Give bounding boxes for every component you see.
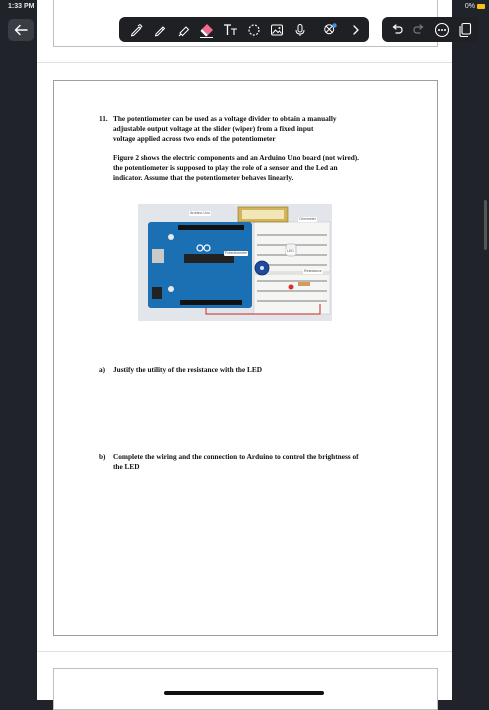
redo-button[interactable]	[408, 17, 430, 42]
status-time: 1:33 PM	[8, 3, 35, 10]
page-divider	[37, 62, 452, 63]
redo-icon	[412, 24, 426, 36]
more-tools-icon	[322, 22, 338, 38]
question-a-text: Justify the utility of the resistance with the LED	[113, 365, 263, 374]
pen-tool-button[interactable]	[125, 17, 147, 42]
back-button[interactable]	[8, 19, 34, 41]
arrow-left-icon	[13, 23, 29, 37]
figure-label-resistance: Resistance	[304, 269, 322, 273]
question-11-line: The potentiometer can be used as a voltage divider to obtain a manually	[113, 114, 337, 123]
pencil-tool-button[interactable]	[149, 17, 171, 42]
highlighter-tool-button[interactable]	[173, 17, 195, 42]
question-11-number: 11.	[99, 114, 108, 123]
figure-label-led: LED	[287, 249, 294, 253]
next-icon	[351, 24, 361, 36]
figure-description-line: Figure 2 shows the electric components and an Arduino Uno board (not wired).	[113, 153, 360, 162]
more-options-button[interactable]	[431, 17, 453, 42]
next-page-card	[53, 668, 438, 710]
question-b-line: Complete the wiring and the connection to Arduino to control the brightness of	[113, 452, 359, 461]
side-handle[interactable]	[484, 200, 487, 250]
pages-button[interactable]	[454, 17, 476, 42]
figure-label-ohmmeter: Ohmmeter	[299, 217, 316, 221]
marker-icon	[177, 23, 191, 37]
undo-icon	[390, 24, 404, 36]
components-figure	[138, 204, 332, 321]
document-toolbar	[382, 17, 478, 42]
question-b-line: the LED	[113, 462, 140, 471]
eraser-icon	[199, 22, 215, 38]
pencil-icon	[153, 23, 167, 37]
microphone-icon	[293, 23, 307, 37]
audio-record-button[interactable]	[289, 17, 311, 42]
image-tool-button[interactable]	[266, 17, 288, 42]
pen-icon	[129, 23, 143, 37]
more-options-icon	[434, 22, 450, 38]
text-tool-button[interactable]	[220, 17, 242, 42]
copy-page-icon	[458, 22, 472, 38]
toolbar-next-button[interactable]	[345, 17, 367, 42]
figure-label-potentiometer: Potentiometer	[225, 251, 248, 255]
question-11-line: voltage applied across two ends of the potentiometer	[113, 134, 276, 143]
eraser-tool-button[interactable]	[196, 17, 218, 42]
figure-label-arduino: Arduino Uno	[190, 211, 210, 215]
image-icon	[270, 23, 284, 37]
question-a-label: a)	[99, 365, 106, 374]
question-11-line: adjustable output voltage at the slider (wiper) from a fixed input	[113, 124, 314, 133]
text-icon	[223, 23, 239, 37]
home-indicator[interactable]	[164, 691, 324, 695]
more-tools-button[interactable]	[319, 17, 341, 42]
annotation-toolbar	[119, 17, 369, 42]
battery-percent: 0%	[464, 3, 475, 10]
battery-icon	[477, 4, 485, 9]
lasso-icon	[247, 23, 261, 37]
figure-description-line: indicator. Assume that the potentiometer behaves linearly.	[113, 173, 294, 182]
page-divider	[37, 651, 452, 652]
question-b-label: b)	[99, 452, 106, 461]
undo-button[interactable]	[386, 17, 408, 42]
figure-description-line: the potentiometer is supposed to play the role of a sensor and the Led an	[113, 163, 338, 172]
lasso-tool-button[interactable]	[243, 17, 265, 42]
